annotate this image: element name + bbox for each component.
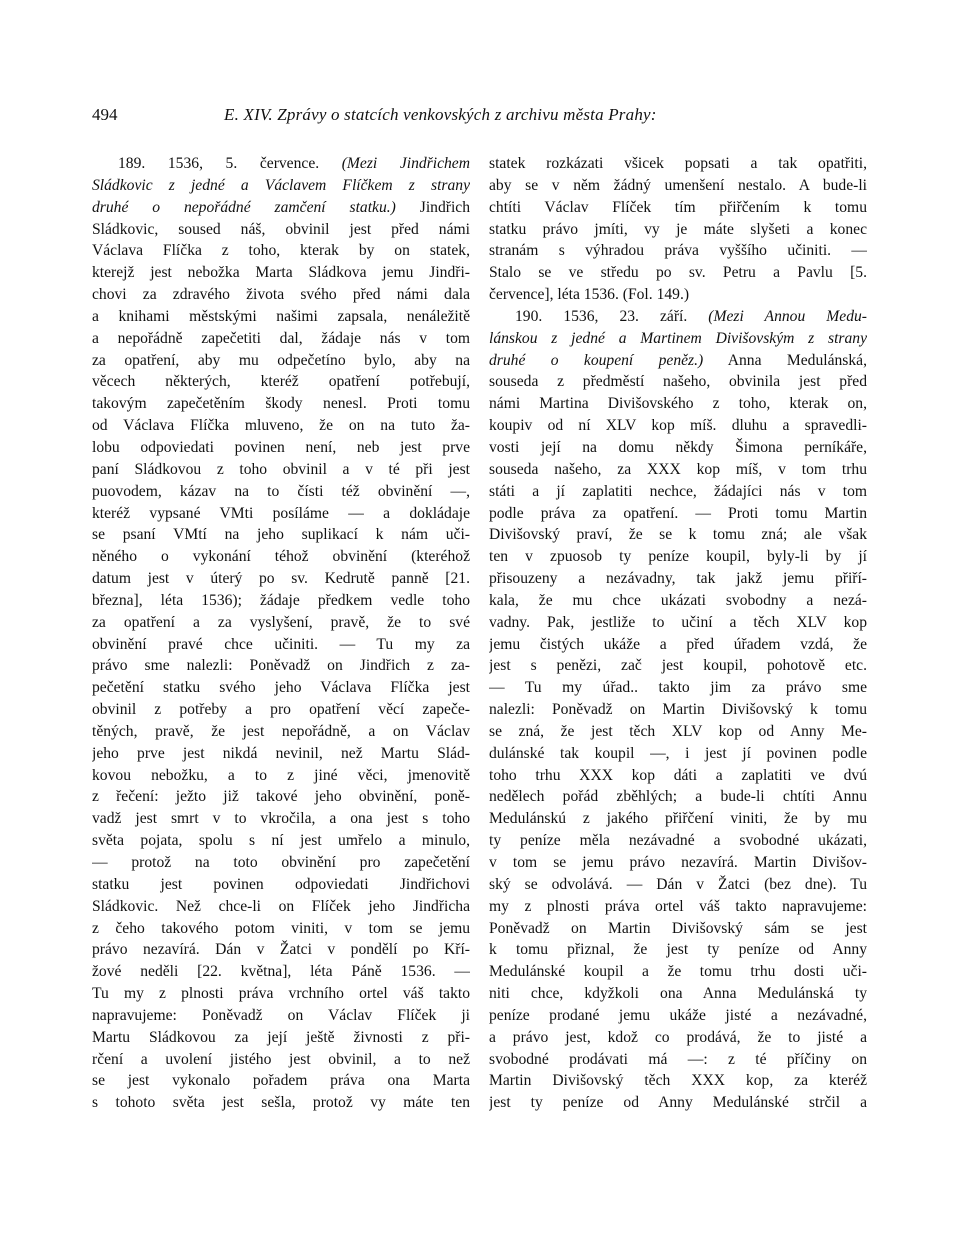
text-line	[92, 153, 470, 175]
text-line	[92, 677, 470, 699]
text-line	[489, 1005, 867, 1027]
text-line	[92, 1027, 470, 1049]
text-line	[489, 808, 867, 830]
line-text: Divišovský praví, že se k tomu zná; ale však	[489, 526, 867, 544]
text-line	[92, 437, 470, 459]
text-line	[489, 262, 867, 284]
text-line	[489, 896, 867, 918]
line-text: podle práva za opatření. — Proti tomu Martin	[489, 504, 867, 522]
text-line	[489, 939, 867, 961]
line-text: statek rozkázati všicek popsati a tak opatřiti,	[489, 155, 867, 172]
line-text: puovodem, kázav na to čísti též obvinění —,	[92, 482, 470, 500]
text-line	[92, 546, 470, 568]
line-text: právo sme nalezli: Poněvadž on Jindřich z za-	[92, 657, 470, 675]
line-text: dulánské tak koupil —, i jest jí povinen podle	[489, 744, 867, 762]
line-text: toho trhu XXX kop dáti a zaplatiti ve dvú	[489, 766, 867, 784]
text-line	[92, 786, 470, 808]
text-line	[489, 1049, 867, 1071]
line-text: napravujeme: Poněvadž on Václav Flíček ji	[92, 1006, 470, 1024]
line-text: za opatření a za vyslyšení, pravě, že to své	[92, 613, 470, 631]
line-text: 190. 1536, 23. září.	[515, 307, 709, 325]
line-text: ský se odvolává. — Dán v Žatci (bez dne). Tu	[489, 875, 867, 893]
line-text: nalezli: Poněvadž on Martin Divišovský k tomu	[489, 701, 867, 719]
line-text: Medulánskú z jakého přiřčení viniti, že by mu	[489, 810, 867, 828]
line-text: chovi za zdravého života svého před námi dala	[92, 286, 470, 304]
line-text: vadž jest smrt v to vkročila, a ona jest s toho	[92, 810, 470, 828]
text-line	[92, 808, 470, 830]
line-text: niti chce, kdyžkoli ona Anna Medulánská ty	[489, 985, 867, 1003]
line-text: — Tu my úřad.. takto jim za právo sme	[489, 679, 867, 697]
line-text: s tohoto světa jest sešla, protož vy máte ten	[92, 1094, 470, 1112]
text-line	[489, 721, 867, 743]
line-text: a nepořádně zapečetiti dal, žádaje nás v tom	[92, 329, 470, 347]
line-text: pečetění statku svého jeho Václava Flíčka jest	[92, 679, 470, 697]
line-text: — protož na toto obvinění pro zapečetění	[92, 854, 470, 871]
line-text: peníze prodané jemu ukáže jisté a nezávadné,	[489, 1006, 867, 1024]
text-line	[489, 437, 867, 459]
line-text: a právo jest, kdož co prodává, že to jisté a	[489, 1028, 867, 1046]
text-line	[92, 1005, 470, 1027]
line-text: z čeho takového potom viniti, v tom se jemu	[92, 919, 470, 937]
line-text: se psaní VMtí na jeho suplikací k nám uči-	[92, 526, 470, 544]
line-text: obvinění pravé chce učiniti. — Tu my za	[92, 635, 470, 653]
text-line	[92, 721, 470, 743]
text-line	[92, 918, 470, 940]
line-text: za opatření, aby mu odpečetíno bylo, aby na	[92, 351, 470, 369]
text-line	[92, 306, 470, 328]
text-line	[489, 503, 867, 525]
line-text: k tomu přiznal, že jest ty peníze od Anny	[489, 941, 867, 959]
text-line	[489, 175, 867, 197]
line-text: žové neděli [22. května], léta Páně 1536. —	[92, 963, 470, 981]
line-text: Sládkovic, soused náš, obvinil jest před námi	[92, 220, 470, 238]
text-line	[92, 896, 470, 918]
text-line	[92, 961, 470, 983]
text-line	[489, 743, 867, 765]
line-text: něného o vykonání téhož obvinění (kteréhož	[92, 548, 470, 566]
text-line	[92, 1049, 470, 1071]
text-line	[489, 983, 867, 1005]
text-line	[489, 634, 867, 656]
text-line	[489, 328, 867, 350]
text-line	[489, 765, 867, 787]
text-line	[92, 371, 470, 393]
line-text: července], léta 1536. (Fol. 149.)	[489, 286, 690, 304]
line-text: se jest vykonalo pořadem práva ona Marta	[92, 1072, 470, 1090]
text-line	[489, 699, 867, 721]
line-text: přisouzeny a nezávadny, tak jakž jemu přiří-	[489, 570, 867, 588]
line-text: od Václava Flíčka mluveno, že on na tuto ža-	[92, 417, 470, 435]
text-line	[489, 590, 867, 612]
text-line	[92, 175, 470, 197]
line-italic-text: Sládkovic z jedné a Václavem Flíčkem z strany	[92, 176, 470, 194]
line-text: se zná, že jest těch XLV kop od Anny Me-	[489, 722, 867, 740]
line-text: svobodné prodávati má —: z té příčiny on	[489, 1050, 867, 1068]
line-text: Stalo se ve středu po sv. Petru a Pavlu [5.	[489, 264, 867, 282]
text-line	[489, 568, 867, 590]
line-text: statku jest povinen odpoviedati Jindřichovi	[92, 875, 470, 893]
line-italic-text: druhé o nepořádné zamčení statku.)	[92, 198, 396, 216]
line-text: vadny. Pak, jestliže to učiní a těch XLV kop	[489, 613, 867, 631]
text-line	[92, 830, 470, 852]
text-line	[489, 240, 867, 262]
line-text: z řečení: ježto již takové jeho obvinění, poně-	[92, 788, 470, 806]
line-text: takovým zapečetěním škody nenesl. Proti tomu	[92, 395, 470, 413]
text-line	[489, 350, 867, 372]
text-line	[489, 197, 867, 219]
text-line	[92, 524, 470, 546]
text-line	[489, 612, 867, 634]
text-line	[489, 284, 867, 306]
line-text: datum jest v úterý po sv. Kedrutě panně [21.	[92, 570, 470, 588]
line-text: my z plnosti práva ortel váš takto napravujeme:	[489, 897, 867, 915]
line-text: v tom se jemu právo nezavírá. Martin Divišov-	[489, 854, 867, 871]
line-text: souseda našeho, za XXX kop míš, v tom trhu	[489, 460, 867, 478]
line-text: stranám s výhradou práva vyššího učiniti. —	[489, 242, 867, 260]
text-line	[92, 612, 470, 634]
line-text: ty peníze měla nezávadné a svobodné ukázati,	[489, 832, 867, 850]
running-title: E. XIV. Zprávy o statcích venkovských z archivu města Prahy:	[224, 105, 657, 124]
text-line	[92, 503, 470, 525]
line-text: března], léta 1536); žádaje předkem vedle toho	[92, 591, 470, 609]
text-line	[92, 743, 470, 765]
book-page	[92, 100, 872, 1200]
line-text: jeho prve jest nikdá nevinil, než Martu Slád-	[92, 744, 470, 762]
line-text: jest ty peníze od Anny Medulánské strčil a	[489, 1094, 867, 1112]
line-text: Poněvadž on Martin Divišovský sám se jest	[489, 919, 867, 937]
line-text: ten v zpuosob ty peníze koupil, byly-li by jí	[489, 548, 867, 566]
text-line	[92, 481, 470, 503]
line-text: Sládkovic. Než chce-li on Flíček jeho Jindřicha	[92, 897, 470, 915]
text-line	[489, 481, 867, 503]
text-line	[489, 655, 867, 677]
line-text: rčení a uvolení jistého jest obvinil, a to než	[92, 1050, 470, 1068]
line-text: státi a jí zaplatiti nechce, žádajíci nás v tom	[489, 482, 867, 500]
text-line	[92, 1092, 470, 1114]
line-text: věcech některých, kteréž opatření potřebují,	[92, 373, 470, 391]
text-line	[489, 459, 867, 481]
line-text: vosti její na domu někdy Šimona perníkáře,	[489, 438, 867, 456]
line-text: jest s penězi, zač jest koupil, pohotově etc.	[489, 657, 867, 675]
text-line	[489, 371, 867, 393]
text-line	[92, 568, 470, 590]
text-line	[92, 983, 470, 1005]
text-line	[489, 153, 867, 175]
line-text: chtíti Václav Flíček tím přiřčením k tomu	[489, 198, 867, 216]
line-text: námi Martina Divišovského z toho, kterak on,	[489, 395, 867, 413]
text-line	[92, 393, 470, 415]
line-italic-text: (Mezi Annou Medu-	[708, 307, 867, 325]
left-column	[92, 153, 470, 1114]
line-text: 189. 1536, 5. července.	[118, 155, 342, 172]
line-text: jemu čistých ukáže a před úřadem vzdá, že	[489, 635, 867, 653]
line-text: kovou nebožku, a to z jiné věci, jmenovitě	[92, 766, 470, 784]
text-line	[92, 197, 470, 219]
line-italic-text: druhé o koupení peněz.)	[489, 351, 704, 369]
line-text: kteréž vypsané VMti posíláme — a dokládaje	[92, 504, 470, 522]
text-line	[489, 830, 867, 852]
line-italic-text: lánskou z jedné a Martinem Divišovským z strany	[489, 329, 867, 347]
text-line	[92, 699, 470, 721]
line-text: aby se v něm žádný umenšení nestalo. A bude-li	[489, 176, 867, 194]
line-text: a knihami městskými našimi zapsala, nenáležitě	[92, 307, 470, 325]
text-line	[92, 350, 470, 372]
line-text: koupiv od ní XLV kop míš. dluhu a spravedli-	[489, 417, 867, 435]
text-line	[489, 852, 867, 874]
line-text: Václava Flíčka z toho, kterak by on statek,	[92, 242, 470, 260]
line-text: Medulánské koupil a že tomu trhu dosti uči-	[489, 963, 867, 981]
line-text: kterejž jest nebožka Marta Sládkova jemu Jindři-	[92, 264, 470, 282]
line-text: obvinil z potřeby a pro opatření věcí zapeče-	[92, 701, 470, 719]
text-line	[92, 634, 470, 656]
text-line	[489, 219, 867, 241]
line-text: těných, pravě, že jest nepořádně, a on Václav	[92, 722, 470, 740]
page-number: 494	[92, 105, 118, 124]
text-line	[92, 415, 470, 437]
text-line	[489, 874, 867, 896]
text-line	[489, 786, 867, 808]
text-line	[92, 765, 470, 787]
text-line	[92, 655, 470, 677]
text-line	[489, 1070, 867, 1092]
right-column	[489, 153, 867, 1114]
text-line	[489, 393, 867, 415]
line-text: Martu Sládkovou za její ještě živnosti z při-	[92, 1028, 470, 1046]
text-line	[92, 1070, 470, 1092]
text-line	[92, 874, 470, 896]
text-line	[92, 852, 470, 874]
line-text: souseda z předměstí našeho, obvinila jest před	[489, 373, 867, 391]
text-line	[489, 961, 867, 983]
text-line	[489, 415, 867, 437]
line-italic-text: (Mezi Jindřichem	[341, 155, 470, 172]
text-line	[489, 546, 867, 568]
text-line	[92, 590, 470, 612]
text-line	[489, 306, 867, 328]
line-text: právo nezavírá. Dán v Žatci v pondělí po Kří-	[92, 941, 470, 959]
line-text: statku právo jmíti, vy je máte slyšeti a konec	[489, 220, 867, 238]
page-header	[92, 100, 872, 130]
text-line	[92, 219, 470, 241]
line-text-continued: Jindřich	[395, 198, 470, 216]
text-line	[489, 524, 867, 546]
line-text: Tu my z plnosti práva vrchního ortel váš takto	[92, 985, 470, 1003]
text-line	[92, 939, 470, 961]
text-line	[489, 1027, 867, 1049]
line-text-continued: Anna Medulánská,	[703, 351, 867, 369]
text-line	[489, 918, 867, 940]
text-line	[92, 262, 470, 284]
text-line	[489, 677, 867, 699]
text-line	[489, 1092, 867, 1114]
text-line	[92, 459, 470, 481]
text-line	[92, 240, 470, 262]
line-text: světa pojata, spolu s ní jest umřelo a minulo,	[92, 832, 470, 850]
line-text: kala, že mu chce ukázati svobodny a nezá-	[489, 591, 867, 609]
line-text: nedělech pořád zběhlých; a bude-li chtíti Annu	[489, 788, 867, 806]
line-text: lobu odpoviedati povinen není, neb jest prve	[92, 438, 470, 456]
line-text: paní Sládkovou z toho obvinil a v té při jest	[92, 460, 470, 478]
text-line	[92, 328, 470, 350]
text-line	[92, 284, 470, 306]
line-text: Martin Divišovský těch XXX kop, za kteréž	[489, 1072, 867, 1090]
